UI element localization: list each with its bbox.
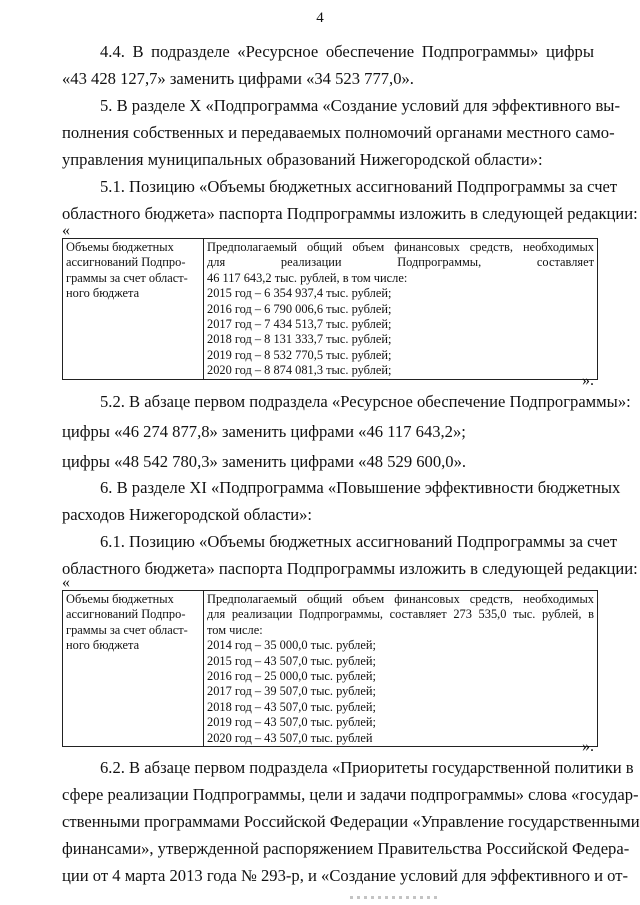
page-number: 4 [316,10,324,26]
table1-year-line: 2018 год – 8 131 333,7 тыс. рублей; [207,332,392,347]
table1-year-line: 2016 год – 6 790 006,6 тыс. рублей; [207,301,392,316]
table2-value-line: Предполагаемый общий объем финансовых средств, необходимых [207,592,594,606]
paragraph-5-line-3: управления муниципальных образований Нижегородской области»: [62,150,543,169]
paragraph-5-2-digits-2: цифры «48 542 780,3» заменить цифрами «48 529 600,0». [62,452,467,471]
budget-table-1 [62,238,598,380]
table2-year-line: 2016 год – 25 000,0 тыс. рублей; [207,669,376,684]
table2-value-cell [204,591,598,747]
open-quote-2: « [62,574,70,591]
paragraph-6-2-line-1: 6.2. В абзаце первом подраздела «Приоритеты государственной политики в [100,758,634,777]
paragraph-5-line-2: полнения собственных и передаваемых полномочий органами местного само- [62,123,615,142]
table2-year-line: 2020 год – 43 507,0 тыс. рублей [207,730,373,745]
table1-year-line: 2020 год – 8 874 081,3 тыс. рублей; [207,363,392,378]
table1-value-line: 46 117 643,2 тыс. рублей, в том числе: [207,270,408,285]
paragraph-5-1-line-1: 5.1. Позицию «Объемы бюджетных ассигнований Подпрограммы за счет [100,177,618,196]
paragraph-6-2-line-4: финансами», утвержденной распоряжением Правительства Российской Федера- [62,839,630,858]
paragraph-6-2-line-5: ции от 4 марта 2013 года № 293-р, и «Создание условий для эффективного и от- [62,866,629,885]
paragraph-6-1-line-1: 6.1. Позицию «Объемы бюджетных ассигнований Подпрограммы за счет [100,532,618,551]
table2-year-line: 2017 год – 39 507,0 тыс. рублей; [207,684,376,699]
table2-year-line: 2019 год – 43 507,0 тыс. рублей; [207,715,376,730]
table2-value-line: для реализации Подпрограммы, составляет 273 535,0 тыс. рублей, в [207,607,594,622]
close-quote-2: ». [582,738,594,755]
table2-label-line: Объемы бюджетных [66,592,174,606]
table1-label-line: граммы за счет област- [66,270,188,285]
paragraph-6-line-2: расходов Нижегородской области»: [62,505,313,524]
paragraph-5-2: 5.2. В абзаце первом подраздела «Ресурсное обеспечение Подпрограммы»: [100,392,631,411]
table1-value-cell [204,239,598,380]
table1-year-line: 2015 год – 6 354 937,4 тыс. рублей; [207,286,392,301]
paragraph-6-line-1: 6. В разделе XI «Подпрограмма «Повышение эффективности бюджетных [100,478,621,497]
scan-artifact [350,896,440,899]
table1-year-line: 2019 год – 8 532 770,5 тыс. рублей; [207,347,392,362]
table2-year-line: 2015 год – 43 507,0 тыс. рублей; [207,653,376,668]
table1-label-line: Объемы бюджетных [66,240,174,254]
paragraph-4-4-line-1: 4.4. В подразделе «Ресурсное обеспечение Подпрограммы» цифры [100,42,594,61]
paragraph-5-2-digits-1: цифры «46 274 877,8» заменить цифрами «46 117 643,2»; [62,422,466,441]
table2-year-line: 2014 год – 35 000,0 тыс. рублей; [207,638,376,653]
table1-value-line: Предполагаемый общий объем финансовых средств, необходимых [207,240,594,254]
paragraph-6-2-line-3: ственными программами Российской Федерации «Управление государственными [62,812,640,831]
table2-value-line: том числе: [207,622,263,637]
close-quote-1: ». [582,372,594,389]
paragraph-4-4-line-2: «43 428 127,7» заменить цифрами «34 523 777,0». [62,69,414,88]
paragraph-5-line-1: 5. В разделе X «Подпрограмма «Создание условий для эффективного вы- [100,96,620,115]
table2-year-line: 2018 год – 43 507,0 тыс. рублей; [207,699,376,714]
paragraph-6-2-line-2: сфере реализации Подпрограммы, цели и задачи подпрограммы» слова «государ- [62,785,639,804]
table1-value-line: для реализации Подпрограммы, составляет [207,255,594,270]
table2-label-line: ассигнований Подпро- [66,607,186,622]
table1-label-cell [63,239,204,380]
open-quote-1: « [62,222,70,239]
table1-label-line: ного бюджета [66,286,140,301]
budget-table-2 [62,590,598,747]
table1-year-line: 2017 год – 7 434 513,7 тыс. рублей; [207,317,392,332]
paragraph-6-1-line-2: областного бюджета» паспорта Подпрограммы изложить в следующей редакции: [62,559,638,578]
table2-label-line: ного бюджета [66,638,140,653]
paragraph-5-1-line-2: областного бюджета» паспорта Подпрограммы изложить в следующей редакции: [62,204,638,223]
table2-label-cell [63,591,204,747]
table2-label-line: граммы за счет област- [66,622,188,637]
table1-label-line: ассигнований Подпро- [66,255,186,270]
